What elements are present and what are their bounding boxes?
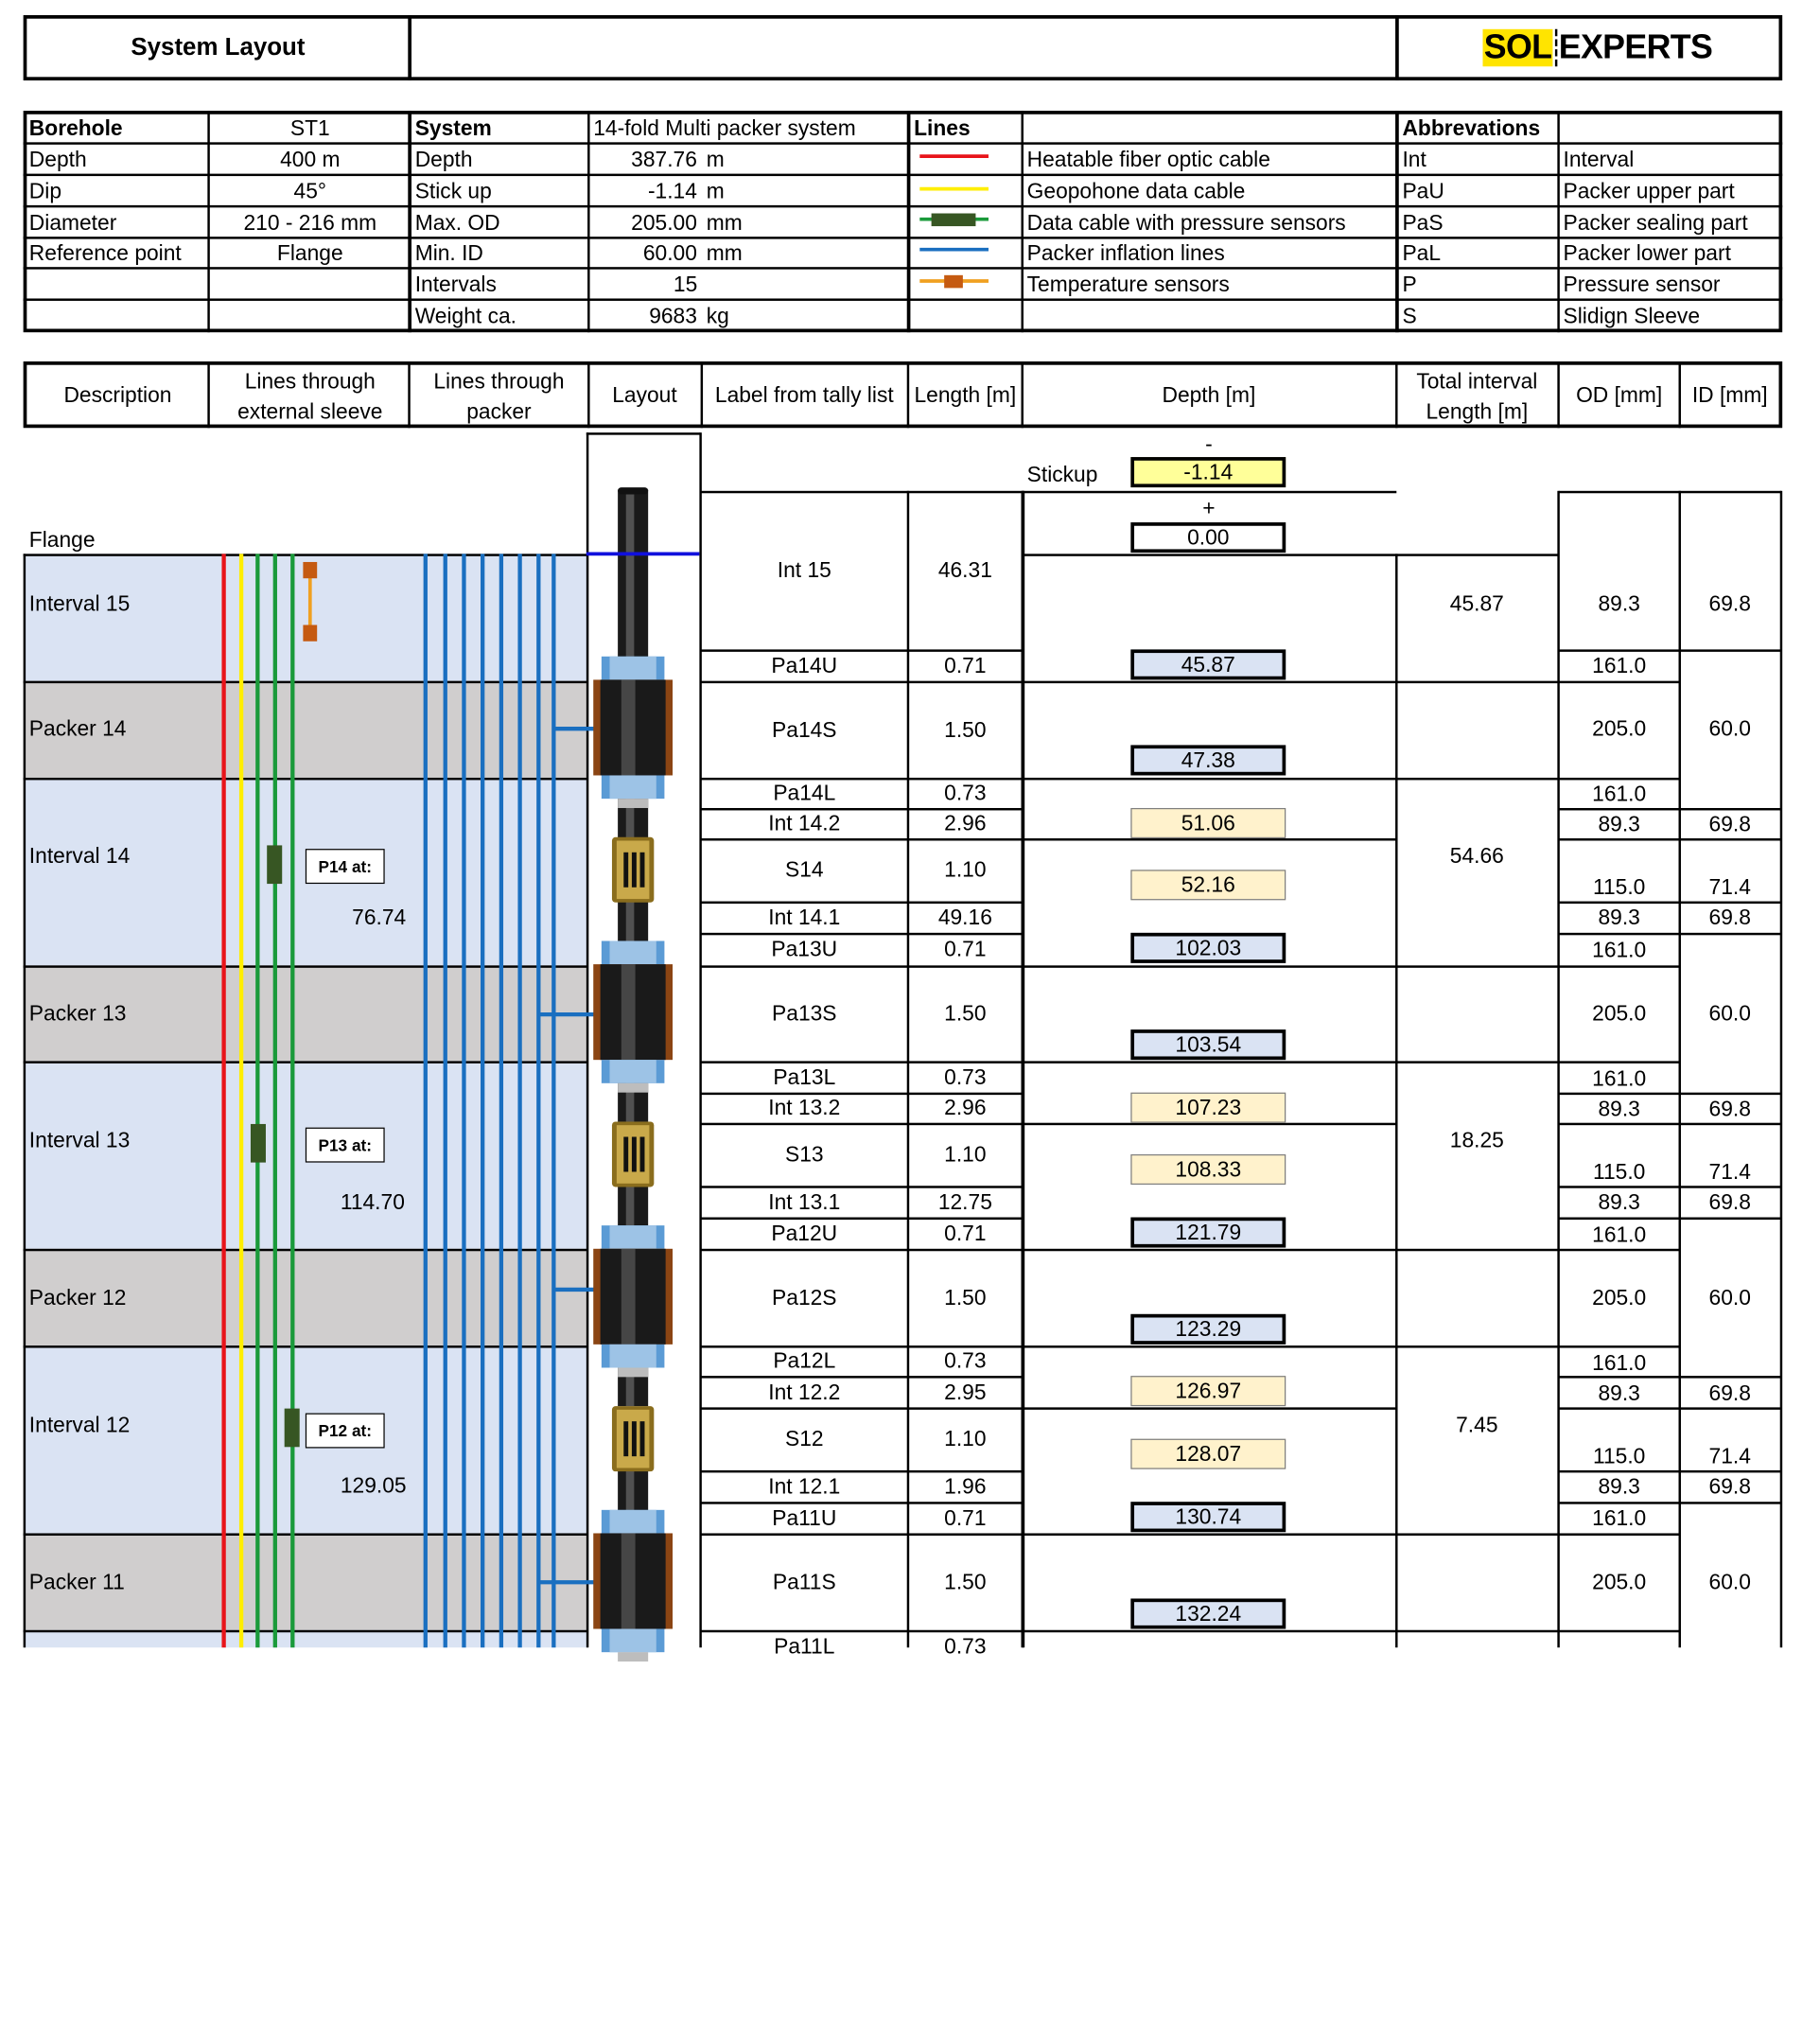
- packer-depth-box: 103.54: [1130, 1029, 1286, 1060]
- tally-label: Pa11U: [772, 1504, 837, 1530]
- description-label: Packer 11: [28, 1569, 125, 1594]
- stickup-plus: +: [1202, 495, 1216, 520]
- packer-collar-hl: [609, 775, 656, 799]
- abbr-meaning: Packer sealing part: [1563, 209, 1748, 235]
- temperature-sensor-mark: [303, 625, 317, 642]
- tally-label: Int 12.1: [768, 1473, 841, 1498]
- sys-depth-value: 387.76: [631, 147, 697, 172]
- max-od-label: Max. OD: [414, 209, 500, 235]
- od-value: 89.3: [1598, 1473, 1640, 1499]
- description-label: Interval 12: [28, 1412, 131, 1437]
- intervals-value: 15: [673, 272, 698, 297]
- od-value: 115.0: [1592, 1443, 1646, 1468]
- id-value: 69.8: [1708, 905, 1751, 930]
- od-value: 89.3: [1598, 811, 1640, 836]
- tally-label: Pa13L: [773, 1064, 836, 1089]
- tally-length: 0.73: [944, 1064, 987, 1089]
- tally-label: S14: [785, 856, 824, 882]
- packer-depth-box: 132.24: [1130, 1598, 1286, 1628]
- tally-label: Int 13.1: [768, 1188, 841, 1214]
- packer-depth-box: 45.87: [1130, 649, 1286, 679]
- tally-length: 1.96: [944, 1473, 987, 1498]
- intervals-label: Intervals: [414, 272, 497, 297]
- tally-length: 1.10: [944, 1141, 987, 1167]
- tally-label: Pa14S: [772, 716, 837, 742]
- stickup-label: Stickup: [1026, 461, 1098, 486]
- packer-hl: [621, 679, 636, 775]
- sleeve-depth-box: 126.97: [1130, 1376, 1286, 1406]
- col-lines-sleeve: external sleeve: [237, 398, 383, 424]
- tally-length: 0.71: [944, 1504, 987, 1530]
- min-id-value: 60.00: [642, 239, 697, 265]
- borehole-value: ST1: [289, 114, 330, 140]
- col-lines-sleeve: Lines through: [244, 368, 376, 394]
- stick-up-unit: m: [706, 178, 725, 203]
- weight-unit: kg: [706, 303, 729, 328]
- tally-length: 1.50: [944, 1000, 987, 1026]
- tally-label: Int 13.2: [768, 1095, 841, 1120]
- stick-up-label: Stick up: [414, 178, 492, 203]
- pipe-cap: [618, 487, 648, 494]
- min-id-label: Min. ID: [414, 239, 483, 265]
- id-value: 60.0: [1708, 1569, 1751, 1594]
- pipe-highlight: [626, 1183, 635, 1227]
- od-value: 205.0: [1592, 715, 1647, 741]
- id-value: 69.8: [1708, 1096, 1751, 1121]
- abbr-meaning: Packer upper part: [1563, 178, 1735, 203]
- pipe-highlight: [626, 490, 635, 659]
- id-value: 69.8: [1708, 1473, 1751, 1499]
- pressure-sensor-mark: [251, 1124, 266, 1163]
- col-id: ID [mm]: [1691, 382, 1768, 408]
- stickup-minus: -: [1205, 431, 1213, 456]
- tally-label: Int 14.1: [768, 904, 841, 929]
- pipe-highlight: [626, 1467, 635, 1511]
- id-value: 69.8: [1708, 1188, 1751, 1214]
- dip-value: 45°: [293, 178, 327, 203]
- tally-length: 1.10: [944, 1426, 987, 1451]
- tally-label: S13: [785, 1141, 824, 1167]
- sleeve-slot: [623, 853, 628, 888]
- col-od: OD [mm]: [1576, 382, 1663, 408]
- abbreviations-title: Abbrevations: [1402, 114, 1541, 140]
- col-description: Description: [63, 382, 172, 408]
- col-layout: Layout: [612, 382, 677, 408]
- temperature-sensor-mark: [303, 562, 317, 578]
- depth-value: 400 m: [280, 147, 341, 172]
- total-interval-length: 7.45: [1456, 1412, 1498, 1437]
- total-interval-length: 18.25: [1449, 1127, 1504, 1152]
- packer-collar-hl: [609, 1510, 656, 1534]
- tally-label: S12: [785, 1426, 824, 1451]
- abbr-meaning: Slidign Sleeve: [1563, 303, 1701, 328]
- tally-length: 0.71: [944, 652, 987, 677]
- id-value: 71.4: [1708, 1158, 1751, 1184]
- company-logo: SOL EXPERTS: [1483, 28, 1713, 67]
- pressure-sensor-label: P14 at:: [306, 849, 385, 884]
- packer-depth-box: 102.03: [1130, 933, 1286, 963]
- tally-label: Pa12S: [772, 1284, 837, 1310]
- weight-value: 9683: [649, 303, 697, 328]
- od-value: 161.0: [1592, 781, 1647, 806]
- tally-length: 2.95: [944, 1379, 987, 1404]
- description-label: Packer 13: [28, 1000, 127, 1026]
- line-legend-label: Packer inflation lines: [1026, 239, 1225, 265]
- id-value: 60.0: [1708, 1284, 1751, 1310]
- id-value: 60.0: [1708, 1000, 1751, 1026]
- packer-hl: [621, 1533, 636, 1628]
- tally-length: 2.96: [944, 1095, 987, 1120]
- description-label: Interval 14: [28, 842, 131, 868]
- col-total: Total interval: [1416, 368, 1538, 394]
- od-value: 89.3: [1598, 1380, 1640, 1405]
- col-depth: Depth [m]: [1162, 382, 1256, 408]
- id-value: 71.4: [1708, 1443, 1751, 1468]
- sys-depth-unit: m: [706, 147, 725, 172]
- tally-length: 1.50: [944, 1284, 987, 1310]
- tally-label: Int 14.2: [768, 810, 841, 835]
- od-value: 115.0: [1592, 1158, 1646, 1184]
- sleeve-depth-box: 107.23: [1130, 1093, 1286, 1123]
- weight-label: Weight ca.: [414, 303, 516, 328]
- tally-length: 1.10: [944, 856, 987, 882]
- packer-depth-box: 121.79: [1130, 1218, 1286, 1248]
- od-value: 161.0: [1592, 1065, 1647, 1091]
- page-title: System Layout: [131, 33, 306, 62]
- tally-length: 0.71: [944, 936, 987, 961]
- packer-depth-box: 47.38: [1130, 745, 1286, 775]
- od-value: 89.3: [1598, 905, 1640, 930]
- col-label: Label from tally list: [714, 382, 894, 408]
- id-value: 60.0: [1708, 715, 1751, 741]
- tally-label: Pa12L: [773, 1347, 836, 1373]
- pressure-sensor-mark: [285, 1409, 300, 1448]
- system-label: System: [414, 114, 492, 140]
- line-legend-label: Heatable fiber optic cable: [1026, 147, 1270, 172]
- sleeve-slot: [640, 1136, 645, 1171]
- dip-label: Dip: [28, 178, 62, 203]
- sleeve-slot: [632, 1421, 637, 1456]
- pipe-string: [593, 487, 673, 1662]
- od-value: 115.0: [1592, 874, 1646, 900]
- stickup-value: -1.14: [1130, 457, 1286, 487]
- max-od-unit: mm: [706, 209, 743, 235]
- tally-length: 0.73: [944, 780, 987, 805]
- total-interval-length: 45.87: [1449, 590, 1504, 616]
- stickup-zero: 0.00: [1130, 522, 1286, 553]
- od-value: 161.0: [1592, 1504, 1647, 1530]
- pressure-sensor-mark: [267, 845, 282, 884]
- col-length: Length [m]: [914, 382, 1017, 408]
- sleeve-depth-box: 108.33: [1130, 1154, 1286, 1185]
- id-value: 69.8: [1708, 811, 1751, 836]
- abbr-code: PaS: [1402, 209, 1444, 235]
- abbr-meaning: Pressure sensor: [1563, 272, 1721, 297]
- packer-joint: [618, 1083, 648, 1093]
- sleeve-slot: [623, 1421, 628, 1456]
- depth-label: Depth: [28, 147, 87, 172]
- sys-depth-label: Depth: [414, 147, 473, 172]
- line-legend-label: Geopohone data cable: [1026, 178, 1246, 203]
- tally-label: Int 12.2: [768, 1379, 841, 1404]
- tally-label: Pa12U: [771, 1220, 838, 1245]
- sleeve-depth-box: 128.07: [1130, 1439, 1286, 1469]
- diameter-value: 210 - 216 mm: [243, 209, 377, 235]
- tally-label: Pa14U: [771, 652, 838, 677]
- tally-label: Pa13U: [771, 936, 838, 961]
- lines-title: Lines: [914, 114, 971, 140]
- id-value: 69.8: [1708, 590, 1751, 616]
- description-label: Interval 13: [28, 1127, 131, 1152]
- tally-label: Pa13S: [772, 1000, 837, 1026]
- sleeve-slot: [632, 853, 637, 888]
- line-legend-label: Data cable with pressure sensors: [1026, 209, 1346, 235]
- pressure-sensor-legend-mark: [932, 214, 976, 227]
- packer-collar-hl: [609, 1060, 656, 1083]
- packer-depth-box: 123.29: [1130, 1314, 1286, 1345]
- od-value: 161.0: [1592, 653, 1647, 677]
- tally-label: Int 15: [777, 557, 831, 582]
- reference-value: Flange: [276, 239, 343, 265]
- pressure-sensor-label: P12 at:: [306, 1414, 385, 1449]
- description-label: Interval 15: [28, 590, 131, 616]
- stick-up-value: -1.14: [647, 178, 697, 203]
- abbr-code: PaU: [1402, 178, 1444, 203]
- packer-joint: [618, 1652, 648, 1662]
- packer-joint: [618, 1367, 648, 1377]
- packer-collar-hl: [609, 941, 656, 964]
- pressure-sensor-depth: 76.74: [352, 905, 407, 930]
- abbr-meaning: Interval: [1563, 147, 1635, 172]
- od-value: 205.0: [1592, 1569, 1647, 1594]
- description-label: Packer 12: [28, 1284, 127, 1310]
- packer-collar-hl: [609, 1345, 656, 1368]
- packer-depth-box: 130.74: [1130, 1502, 1286, 1532]
- pressure-sensor-label: P13 at:: [306, 1128, 385, 1163]
- system-value: 14-fold Multi packer system: [593, 114, 856, 140]
- id-value: 71.4: [1708, 874, 1751, 900]
- od-value: 89.3: [1598, 1096, 1640, 1121]
- id-value: 69.8: [1708, 1380, 1751, 1405]
- abbr-code: PaL: [1402, 239, 1442, 265]
- od-value: 89.3: [1598, 1188, 1640, 1214]
- sleeve-slot: [632, 1136, 637, 1171]
- tally-label: Pa14L: [773, 780, 836, 805]
- abbr-meaning: Packer lower part: [1563, 239, 1731, 265]
- packer-collar-hl: [609, 657, 656, 680]
- temperature-sensor-legend-mark: [944, 275, 963, 289]
- od-value: 161.0: [1592, 1350, 1647, 1375]
- packer-hl: [621, 964, 636, 1060]
- tally-length: 46.31: [937, 557, 992, 582]
- od-value: 205.0: [1592, 1284, 1647, 1310]
- packer-hl: [621, 1249, 636, 1345]
- sleeve-depth-box: 52.16: [1130, 870, 1286, 900]
- pressure-sensor-depth: 129.05: [340, 1472, 407, 1498]
- od-value: 161.0: [1592, 937, 1647, 962]
- max-od-value: 205.00: [631, 209, 697, 235]
- od-value: 89.3: [1598, 590, 1640, 616]
- sleeve-depth-box: 51.06: [1130, 808, 1286, 838]
- pressure-sensor-depth: 114.70: [340, 1188, 405, 1214]
- abbr-code: P: [1402, 272, 1417, 297]
- total-interval-length: 54.66: [1449, 842, 1504, 868]
- flange-label: Flange: [28, 526, 96, 552]
- tally-length: 49.16: [937, 904, 992, 929]
- reference-label: Reference point: [28, 239, 182, 265]
- diameter-label: Diameter: [28, 209, 117, 235]
- tally-label: Pa11S: [772, 1569, 836, 1593]
- tally-length: 0.71: [944, 1220, 987, 1245]
- description-label: Packer 14: [28, 715, 127, 741]
- sleeve-slot: [640, 853, 645, 888]
- line-legend-label: Temperature sensors: [1026, 272, 1230, 297]
- packer-joint: [618, 799, 648, 808]
- tally-length: 12.75: [937, 1188, 992, 1214]
- sleeve-slot: [623, 1136, 628, 1171]
- tally-length: 1.50: [944, 1569, 987, 1593]
- tally-length: 1.50: [944, 716, 987, 742]
- col-lines-packer: packer: [466, 398, 532, 424]
- tally-length: 0.73: [944, 1632, 987, 1658]
- od-value: 205.0: [1592, 1000, 1647, 1026]
- od-value: 161.0: [1592, 1222, 1647, 1247]
- tally-label: Pa11L: [774, 1632, 835, 1658]
- col-lines-packer: Lines through: [433, 368, 565, 394]
- sleeve-slot: [640, 1421, 645, 1456]
- col-total: Length [m]: [1426, 398, 1529, 424]
- packer-collar-hl: [609, 1225, 656, 1249]
- borehole-label: Borehole: [28, 114, 123, 140]
- abbr-code: S: [1402, 303, 1417, 328]
- min-id-unit: mm: [706, 239, 743, 265]
- tally-length: 2.96: [944, 810, 987, 835]
- abbr-code: Int: [1402, 147, 1426, 172]
- pipe-highlight: [626, 898, 635, 942]
- tally-length: 0.73: [944, 1347, 987, 1373]
